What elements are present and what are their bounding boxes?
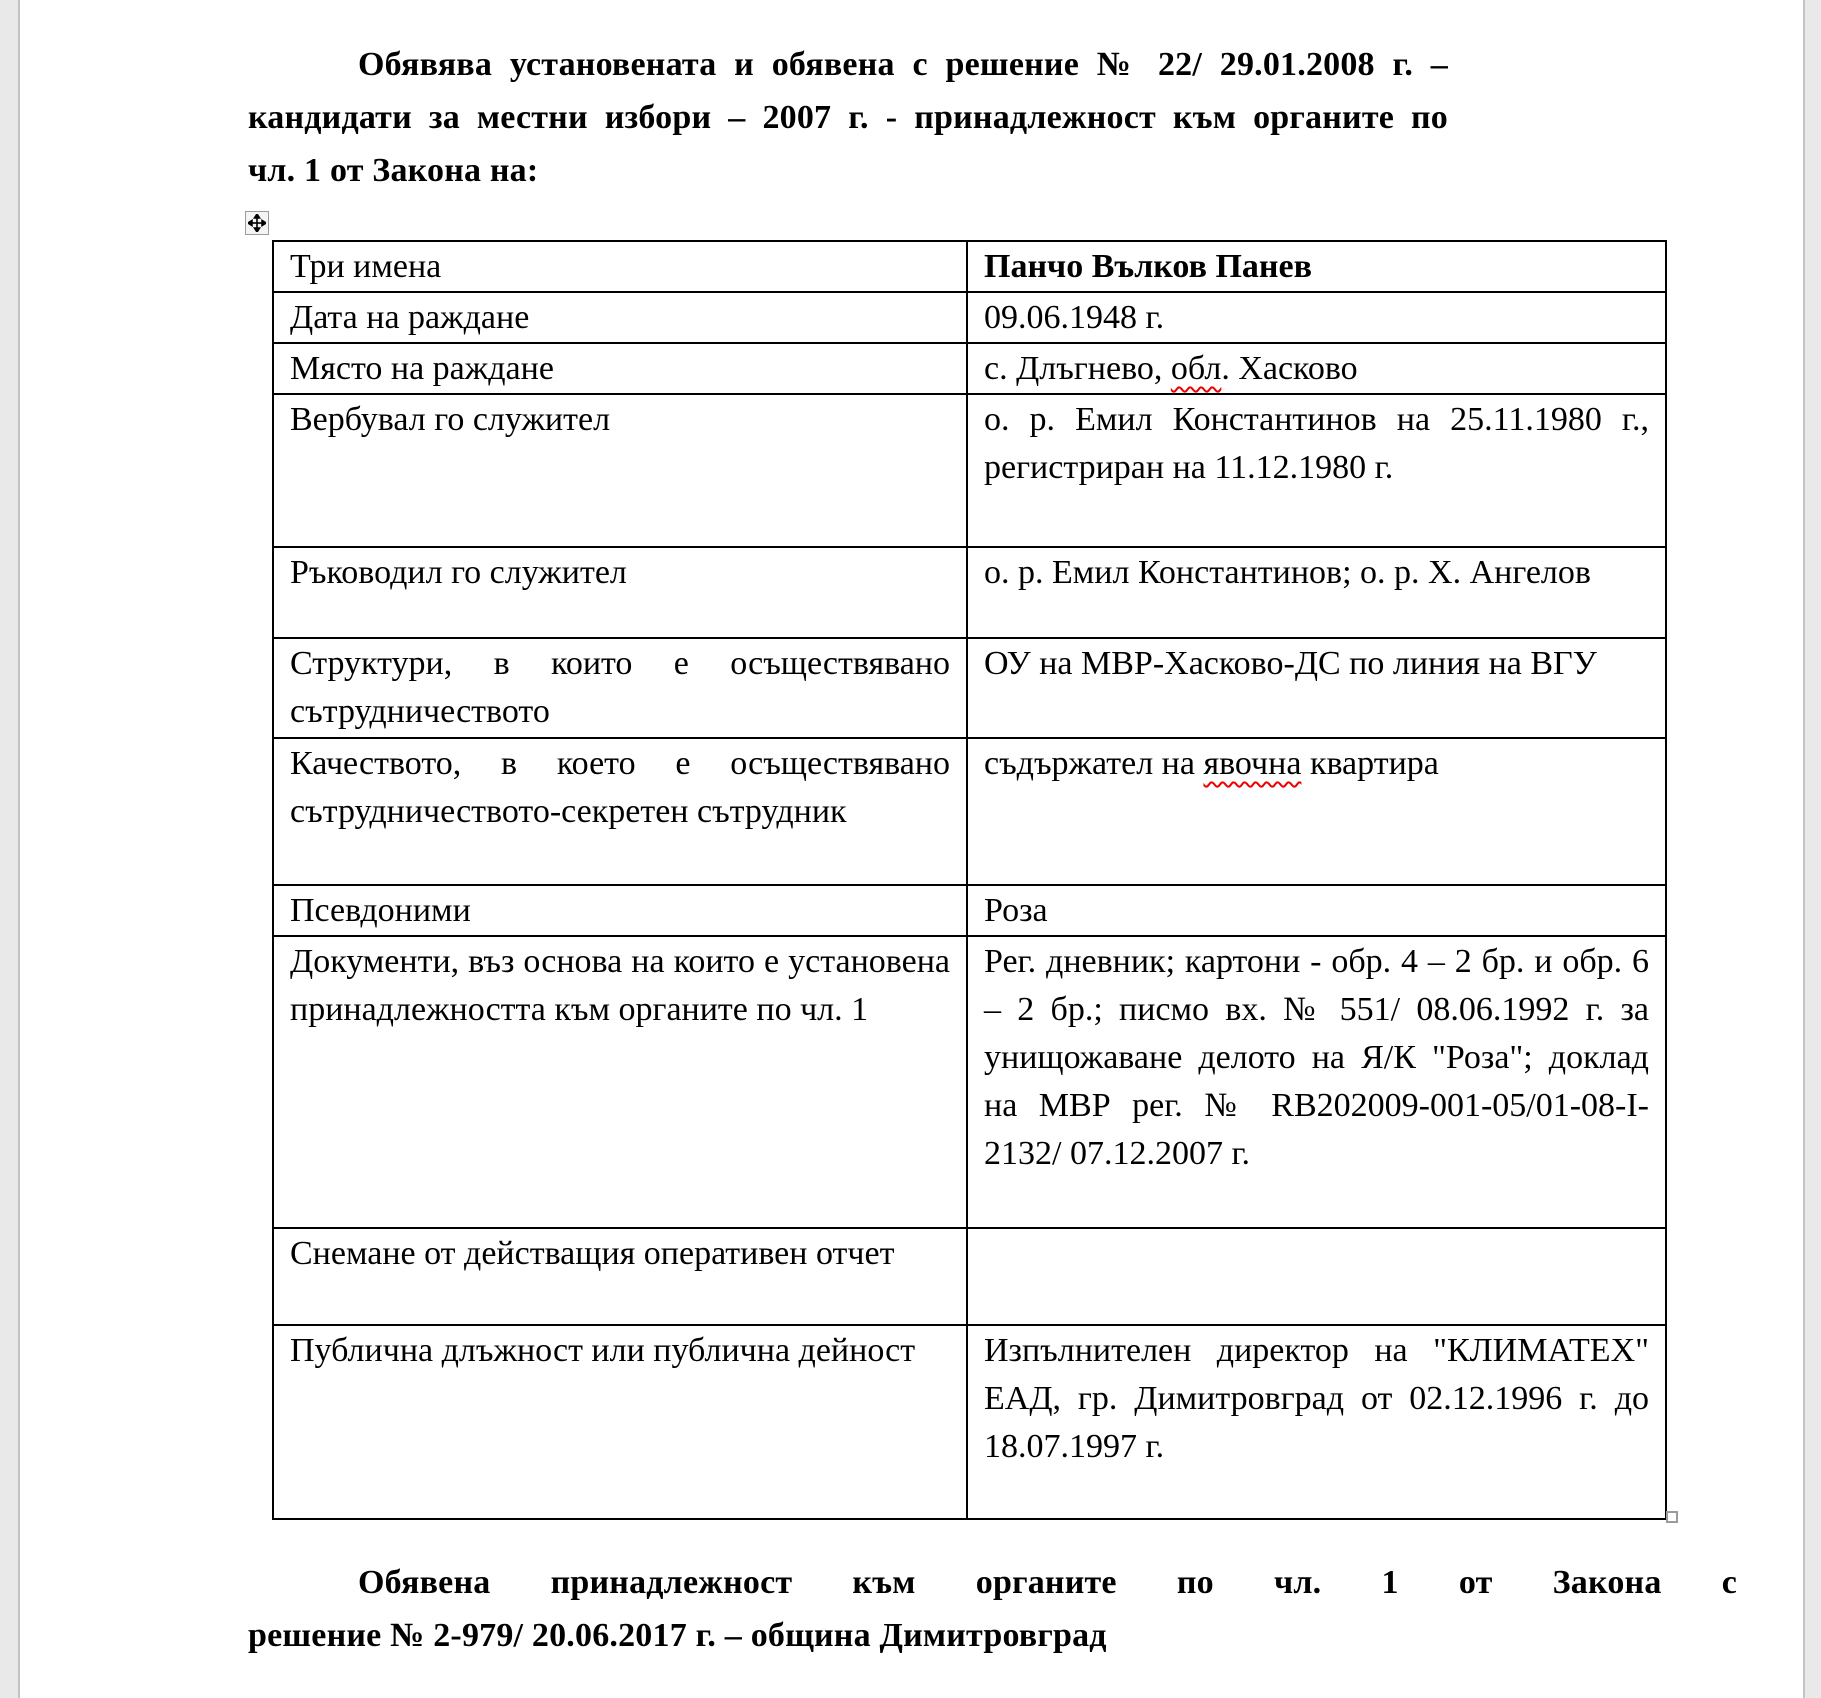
table-row bbox=[273, 547, 1666, 638]
row-value-cell bbox=[967, 343, 1666, 394]
table-row bbox=[273, 292, 1666, 343]
move-arrows-icon bbox=[248, 214, 266, 232]
row-label-cell: Качеството, в което е осъществявано сътрудничеството-секретен сътрудник bbox=[273, 738, 967, 885]
closing-paragraph bbox=[248, 1556, 1737, 1662]
row-label-cell: Псевдоними bbox=[273, 885, 967, 936]
row-label-cell: Ръководил го служител bbox=[273, 547, 967, 638]
row-label-cell: Място на раждане bbox=[273, 343, 967, 394]
table-row bbox=[273, 1325, 1666, 1519]
row-value-cell bbox=[967, 738, 1666, 885]
value-text: квартира bbox=[1301, 745, 1439, 782]
table-row bbox=[273, 1228, 1666, 1325]
row-value-cell: Изпълнителен директор на "КЛИМАТЕХ" ЕАД, гр. Димитровград от 02.12.1996 г. до 18.07.1997 г. bbox=[967, 1325, 1666, 1519]
row-label-cell: Структури, в които е осъществявано сътрудничеството bbox=[273, 638, 967, 738]
title-paragraph bbox=[248, 38, 1448, 197]
closing-line: Обявена принадлежност към органите по чл. 1 от Закона с bbox=[358, 1564, 1737, 1601]
value-text: с. Длъгнево, bbox=[984, 350, 1171, 387]
closing-line: решение № 2-979/ 20.06.2017 г. – община Димитровград bbox=[248, 1617, 1107, 1654]
title-line: чл. 1 от Закона на: bbox=[248, 152, 539, 189]
table-row bbox=[273, 343, 1666, 394]
row-value-cell: Панчо Вълков Панев bbox=[967, 241, 1666, 292]
table-move-handle[interactable] bbox=[245, 211, 269, 235]
value-text: . Хасково bbox=[1221, 350, 1358, 387]
row-value-cell bbox=[967, 1228, 1666, 1325]
row-label-cell: Дата на раждане bbox=[273, 292, 967, 343]
title-line: Обявява установената и обявена с решение № 22/ 29.01.2008 г. – bbox=[358, 46, 1448, 83]
row-value-cell: о. р. Емил Константинов; о. р. Х. Ангелов bbox=[967, 547, 1666, 638]
row-value-cell: ОУ на МВР-Хасково-ДС по линия на ВГУ bbox=[967, 638, 1666, 738]
spellcheck-error-word: обл bbox=[1170, 350, 1222, 387]
table-resize-handle[interactable] bbox=[1666, 1511, 1678, 1523]
row-label-cell: Публична длъжност или публична дейност bbox=[273, 1325, 967, 1519]
table-row bbox=[273, 241, 1666, 292]
row-label-cell: Вербувал го служител bbox=[273, 394, 967, 547]
row-label-cell: Снемане от действащия оперативен отчет bbox=[273, 1228, 967, 1325]
row-value-cell: Рег. дневник; картони - обр. 4 – 2 бр. и обр. 6 – 2 бр.; писмо вх. № 551/ 08.06.1992 г. за унищожаване делото на Я/К "Роза"; доклад на МВР рег. № RB202009-001-05/01-08-I-2132/ 07.12.2007 г. bbox=[967, 936, 1666, 1228]
spellcheck-error-word: явочна bbox=[1203, 745, 1302, 782]
row-value-cell: 09.06.1948 г. bbox=[967, 292, 1666, 343]
value-text: съдържател на bbox=[984, 745, 1204, 782]
row-value-cell: о. р. Емил Константинов на 25.11.1980 г., регистриран на 11.12.1980 г. bbox=[967, 394, 1666, 547]
table-row bbox=[273, 885, 1666, 936]
page-margin-right bbox=[1803, 0, 1821, 1698]
table-row bbox=[273, 936, 1666, 1228]
title-line: кандидати за местни избори – 2007 г. - принадлежност към органите по bbox=[248, 99, 1448, 136]
row-label-cell: Три имена bbox=[273, 241, 967, 292]
page-margin-left bbox=[0, 0, 20, 1698]
affiliation-table bbox=[272, 240, 1667, 1520]
row-label-cell: Документи, въз основа на които е установена принадлежността към органите по чл. 1 bbox=[273, 936, 967, 1228]
table-row bbox=[273, 738, 1666, 885]
table-row bbox=[273, 394, 1666, 547]
row-value-cell: Роза bbox=[967, 885, 1666, 936]
table-row bbox=[273, 638, 1666, 738]
